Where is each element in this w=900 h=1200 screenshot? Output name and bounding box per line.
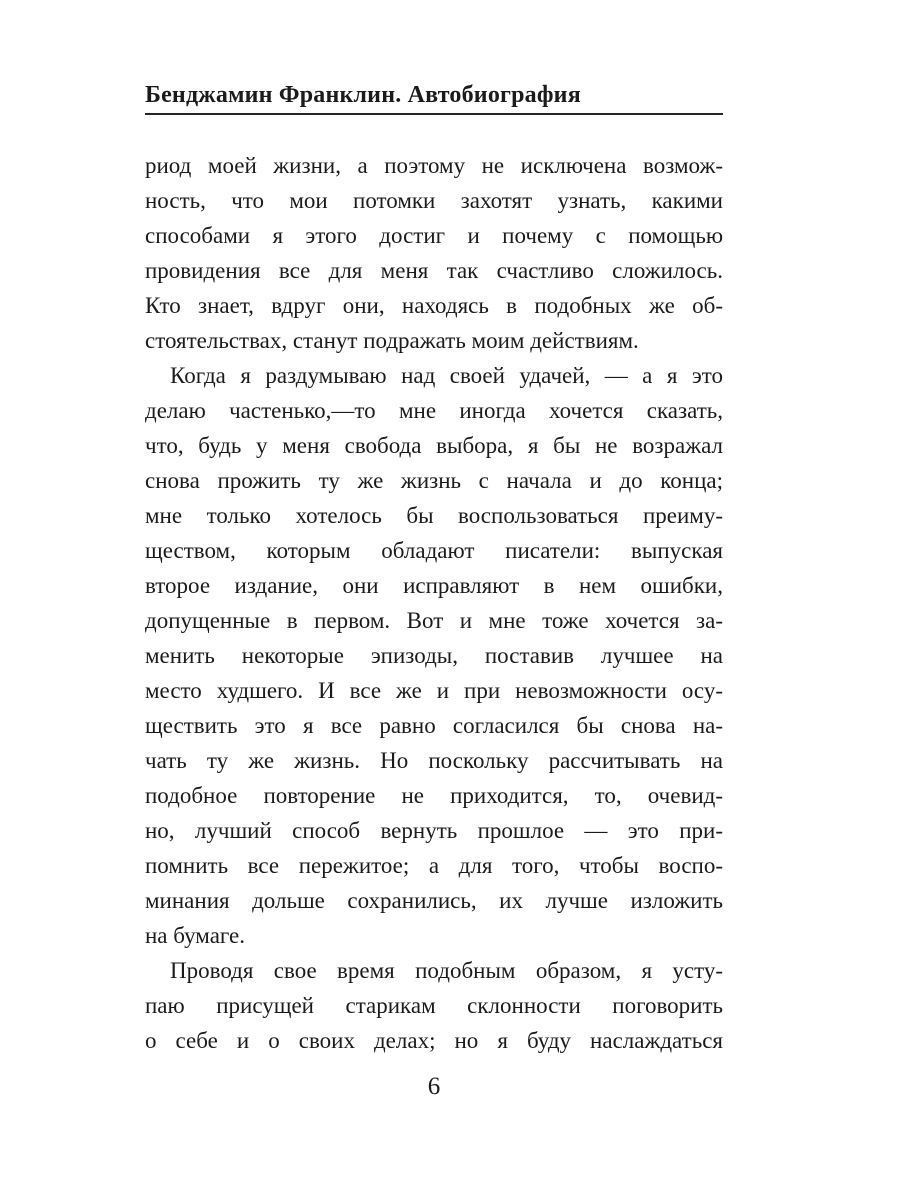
text-line: ществить это я все равно согласился бы снова на- (145, 713, 723, 738)
text-line: место худшего. И все же и при невозможности осу- (145, 678, 723, 703)
text-line: помнить все пережитое; а для того, чтобы воспо- (145, 853, 723, 878)
text-line: допущенные в первом. Вот и мне тоже хочется за- (145, 608, 723, 633)
text-line: ность, что мои потомки захотят узнать, какими (145, 188, 723, 213)
text-line: ществом, которым обладают писатели: выпуская (145, 538, 723, 563)
text-line: на бумаге. (145, 923, 245, 948)
text-line: Кто знает, вдруг они, находясь в подобных же об- (145, 293, 723, 318)
text-line: что, будь у меня свобода выбора, я бы не возражал (145, 433, 723, 458)
text-line: но, лучший способ вернуть прошлое — это при- (145, 818, 723, 843)
text-line: подобное повторение не приходится, то, очевид- (145, 783, 723, 808)
text-line: второе издание, они исправляют в нем ошибки, (145, 573, 723, 598)
text-line: чать ту же жизнь. Но поскольку рассчитывать на (145, 748, 723, 773)
text-line: Проводя свое время подобным образом, я усту- (170, 958, 723, 983)
text-line: делаю частенько,—то мне иногда хочется сказать, (145, 398, 723, 423)
text-line: риод моей жизни, а поэтому не исключена возмож- (145, 153, 723, 178)
text-line: минания дольше сохранились, их лучше изложить (145, 888, 723, 913)
text-line: снова прожить ту же жизнь с начала и до конца; (145, 468, 723, 493)
text-line: Когда я раздумываю над своей удачей, — а я это (170, 363, 723, 388)
running-header: Бенджамин Франклин. Автобиография (145, 82, 723, 115)
text-line: провидения все для меня так счастливо сложилось. (145, 258, 723, 283)
text-line: стоятельствах, станут подражать моим действиям. (145, 328, 639, 353)
text-line: паю присущей старикам склонности поговорить (145, 993, 723, 1018)
text-line: менить некоторые эпизоды, поставив лучшее на (145, 643, 723, 668)
text-line: о себе и о своих делах; но я буду наслаждаться (145, 1028, 723, 1053)
text-line: способами я этого достиг и почему с помощью (145, 223, 723, 248)
body-text (145, 148, 723, 1058)
text-line: мне только хотелось бы воспользоваться преиму- (145, 503, 723, 528)
page-number: 6 (427, 1073, 441, 1100)
